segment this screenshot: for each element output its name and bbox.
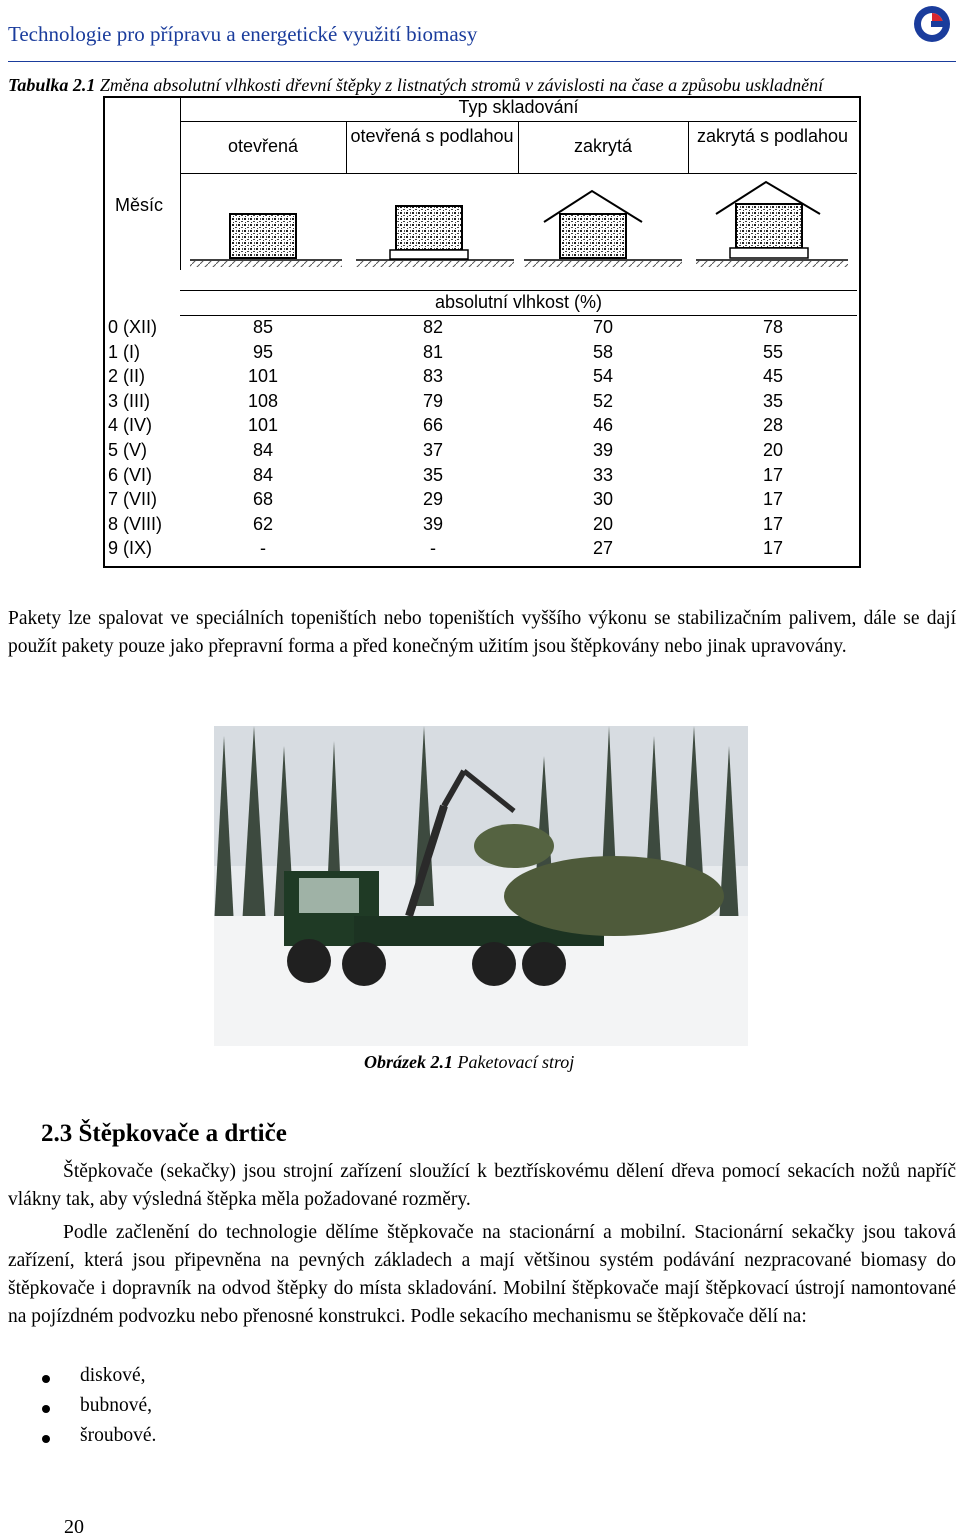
bundling-machine-photo (214, 726, 748, 1046)
open-storage-icon (190, 214, 342, 267)
figure-caption-label: Obrázek 2.1 (364, 1052, 453, 1072)
page-header (0, 0, 960, 62)
table-divider (180, 315, 857, 316)
row-header: Měsíc (115, 195, 164, 215)
table-cell: - (430, 538, 436, 559)
table-cell: 79 (422, 390, 444, 411)
table-cell: 85 (252, 317, 274, 337)
table-cell: 35 (762, 390, 784, 411)
covered-storage-with-floor-icon (696, 182, 848, 267)
table-cell: 101 (247, 366, 279, 387)
table-cell: 81 (422, 341, 444, 362)
table-cell: 66 (422, 415, 444, 436)
row-label: 4 (IV) (108, 415, 153, 436)
covered-storage-icon (524, 191, 682, 267)
table-cell: 58 (592, 341, 614, 362)
table-cell: 20 (762, 440, 784, 460)
column-header: zakrytá s podlahou (696, 126, 849, 146)
figure-caption (364, 1052, 574, 1073)
table-cell: 52 (592, 390, 614, 411)
list-item-text: šroubové. (80, 1425, 157, 1446)
table-divider (180, 290, 857, 291)
table-cell: 30 (592, 489, 614, 510)
list-item-text: diskové, (80, 1365, 146, 1386)
group-header: Typ skladování (458, 97, 579, 117)
table-cell: 35 (422, 464, 444, 485)
column-header: otevřená s podlahou (350, 126, 514, 146)
table-cell: 39 (592, 440, 614, 460)
row-label: 8 (VIII) (108, 513, 163, 534)
logo-icon (912, 4, 952, 44)
table-cell: 17 (762, 513, 784, 534)
open-storage-with-floor-icon (356, 206, 514, 267)
table-cell: 29 (422, 489, 444, 510)
table-cell: 28 (762, 415, 784, 436)
table-cell: 17 (762, 489, 784, 510)
table-cell: 84 (252, 440, 274, 460)
table-cell: 108 (247, 390, 279, 411)
table-cell: 27 (592, 538, 614, 559)
table-caption (8, 75, 823, 96)
column-header: zakrytá (573, 136, 633, 156)
table-cell: 95 (252, 341, 274, 362)
table-cell: 62 (252, 513, 274, 534)
table-cell: 84 (252, 464, 274, 485)
row-label: 0 (XII) (108, 317, 158, 337)
table-cell: 55 (762, 341, 784, 362)
row-label: 9 (IX) (108, 538, 153, 559)
figure-caption-text: Paketovací stroj (453, 1052, 575, 1072)
section-title: 2.3 Štěpkovače a drtiče (41, 1120, 287, 1147)
row-label: 5 (V) (108, 440, 148, 460)
table-cell: 54 (592, 366, 614, 387)
list-item-text: bubnové, (80, 1395, 153, 1416)
table-cell: 45 (762, 366, 784, 387)
paragraph: Štěpkovače (sekačky) jsou strojní zařízení sloužící k beztřískovému dělení dřeva pomocí sekacích nožů napříč vlákny tak, aby výsledná štěpka měla požadované rozměry. (8, 1161, 956, 1210)
row-label: 1 (I) (108, 341, 141, 362)
table-cell: 17 (762, 464, 784, 485)
paragraph: Podle začlenění do technologie dělíme štěpkovače na stacionární a mobilní. Stacionární sekačky jsou taková zařízení, která jsou připevněna na pevných základech a mají většinou systém podávání nezpracované biomasy do štěpkovače i dopravník na odvod štěpky do místa skladování. Mobilní štěpkovače mají štěpkovací ústrojí namontované na pojízdném podvozku nebo přenosné konstrukci. Podle sekacího mechanismu se štěpkovače dělí na: (8, 1222, 956, 1327)
storage-illustrations (184, 176, 854, 272)
table-cell: - (260, 538, 266, 559)
page-number: 20 (64, 1516, 84, 1538)
header-title: Technologie pro přípravu a energetické využití biomasy (8, 22, 478, 46)
table-cell: 46 (592, 415, 614, 436)
bullet-icon (42, 1435, 50, 1443)
row-label: 6 (VI) (108, 464, 153, 485)
paragraph: Pakety lze spalovat ve speciálních topeništích nebo topeništích vyššího výkonu se stabilizačním palivem, dále se dají použít pakety pouze jako přepravní forma a před konečným užitím jsou štěpkovány nebo jinak upravovány. (8, 608, 956, 657)
table-divider (180, 173, 857, 174)
table-caption-label: Tabulka 2.1 (8, 75, 96, 95)
table-cell: 20 (592, 513, 614, 534)
bullet-icon (42, 1375, 50, 1383)
table-cell: 82 (422, 317, 444, 337)
row-label: 7 (VII) (108, 489, 158, 510)
table-caption-text: Změna absolutní vlhkosti dřevní štěpky z listnatých stromů v závislosti na čase a způsobu uskladnění (95, 75, 824, 95)
table-cell: 17 (762, 538, 784, 559)
column-header: otevřená (227, 136, 299, 156)
header-rule (8, 61, 956, 62)
table-cell: 68 (252, 489, 274, 510)
table-cell: 101 (247, 415, 279, 436)
table-cell: 33 (592, 464, 614, 485)
table-cell: 83 (422, 366, 444, 387)
table-cell: 78 (762, 317, 784, 337)
table-divider (180, 96, 181, 270)
table-cell: 37 (422, 440, 444, 460)
row-label: 2 (II) (108, 366, 146, 387)
row-label: 3 (III) (108, 390, 151, 411)
bullet-icon (42, 1405, 50, 1413)
unit-header: absolutní vlhkost (%) (434, 292, 603, 312)
table-cell: 39 (422, 513, 444, 534)
table-cell: 70 (592, 317, 614, 337)
